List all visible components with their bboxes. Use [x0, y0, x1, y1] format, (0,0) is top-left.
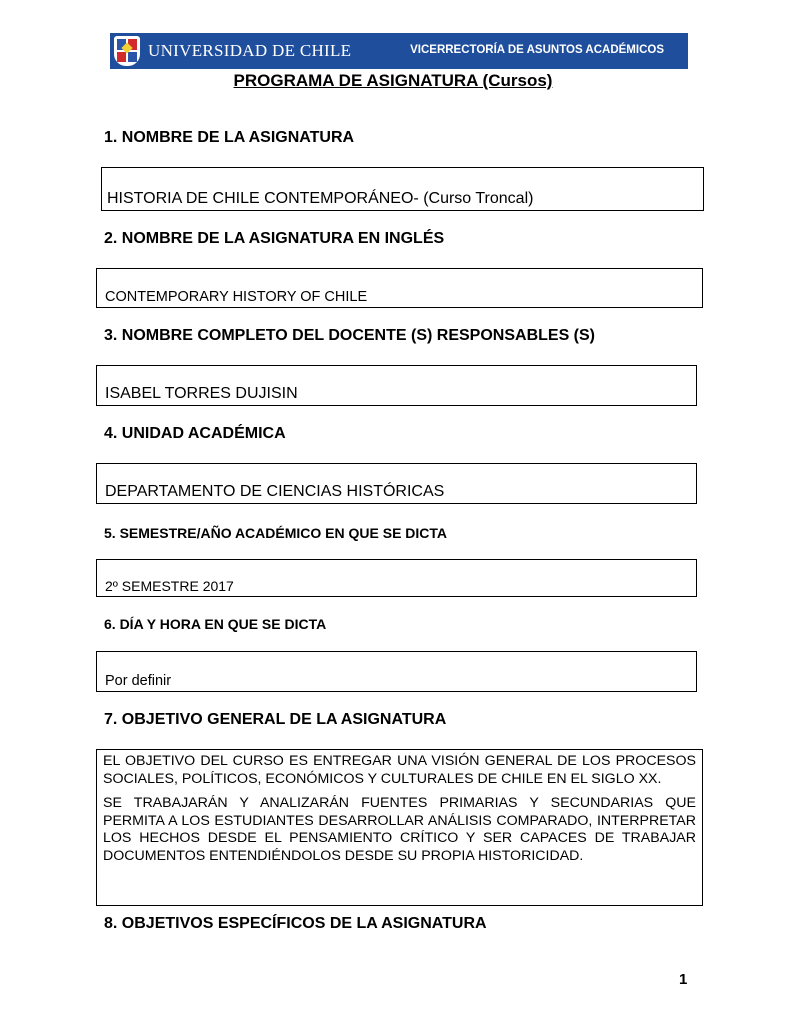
schedule-value: Por definir	[105, 673, 172, 689]
section-8-heading: 8. OBJETIVOS ESPECÍFICOS DE LA ASIGNATURA	[104, 915, 487, 932]
section-4-heading: 4. UNIDAD ACADÉMICA	[104, 425, 286, 442]
general-objective-paragraph-2: SE TRABAJARÁN Y ANALIZARÁN FUENTES PRIMARIAS Y SECUNDARIAS QUE PERMITA A LOS ESTUDIANTES DESARROLLAR ANÁLISIS COMPARADO, INTERPRETAR LOS HECHOS DESDE EL PENSAMIENTO CRÍTICO Y SER CAPACES DE TRABAJAR DOCUMENTOS ENTENDIÉNDOLOS DESDE SU PROPIA HISTORICIDAD.	[103, 795, 696, 864]
university-header-banner	[110, 33, 688, 69]
section-5-heading: 5. SEMESTRE/AÑO ACADÉMICO EN QUE SE DICTA	[104, 525, 448, 541]
section-2-box	[96, 268, 703, 308]
document-title: PROGRAMA DE ASIGNATURA (Cursos)	[233, 71, 553, 90]
course-name-english-value: CONTEMPORARY HISTORY OF CHILE	[105, 289, 368, 305]
section-7-box	[96, 749, 703, 906]
section-3-heading: 3. NOMBRE COMPLETO DEL DOCENTE (S) RESPONSABLES (S)	[104, 327, 596, 344]
course-name-value: HISTORIA DE CHILE CONTEMPORÁNEO- (Curso Troncal)	[107, 190, 534, 207]
section-4-box	[96, 463, 697, 504]
vicerrectoria-name: VICERRECTORÍA DE ASUNTOS ACADÉMICOS	[410, 44, 664, 56]
university-crest-icon	[114, 36, 140, 66]
university-name: UNIVERSIDAD DE CHILE	[148, 41, 352, 60]
section-7-heading: 7. OBJETIVO GENERAL DE LA ASIGNATURA	[104, 711, 447, 728]
section-6-heading: 6. DÍA Y HORA EN QUE SE DICTA	[104, 616, 327, 632]
semester-value: 2º SEMESTRE 2017	[105, 578, 234, 594]
section-3-box	[96, 365, 697, 406]
academic-unit-value: DEPARTAMENTO DE CIENCIAS HISTÓRICAS	[105, 483, 445, 500]
teacher-name-value: ISABEL TORRES DUJISIN	[105, 385, 298, 402]
section-2-heading: 2. NOMBRE DE LA ASIGNATURA EN INGLÉS	[104, 230, 445, 247]
section-1-heading: 1. NOMBRE DE LA ASIGNATURA	[104, 129, 355, 146]
section-1-box	[101, 167, 704, 211]
section-6-box	[96, 651, 697, 692]
general-objective-paragraph-1: EL OBJETIVO DEL CURSO ES ENTREGAR UNA VISIÓN GENERAL DE LOS PROCESOS SOCIALES, POLÍTICOS, ECONÓMICOS Y CULTURALES DE CHILE EN EL SIGLO XX.	[103, 753, 696, 787]
section-5-box	[96, 559, 697, 597]
page-number: 1	[679, 971, 688, 988]
